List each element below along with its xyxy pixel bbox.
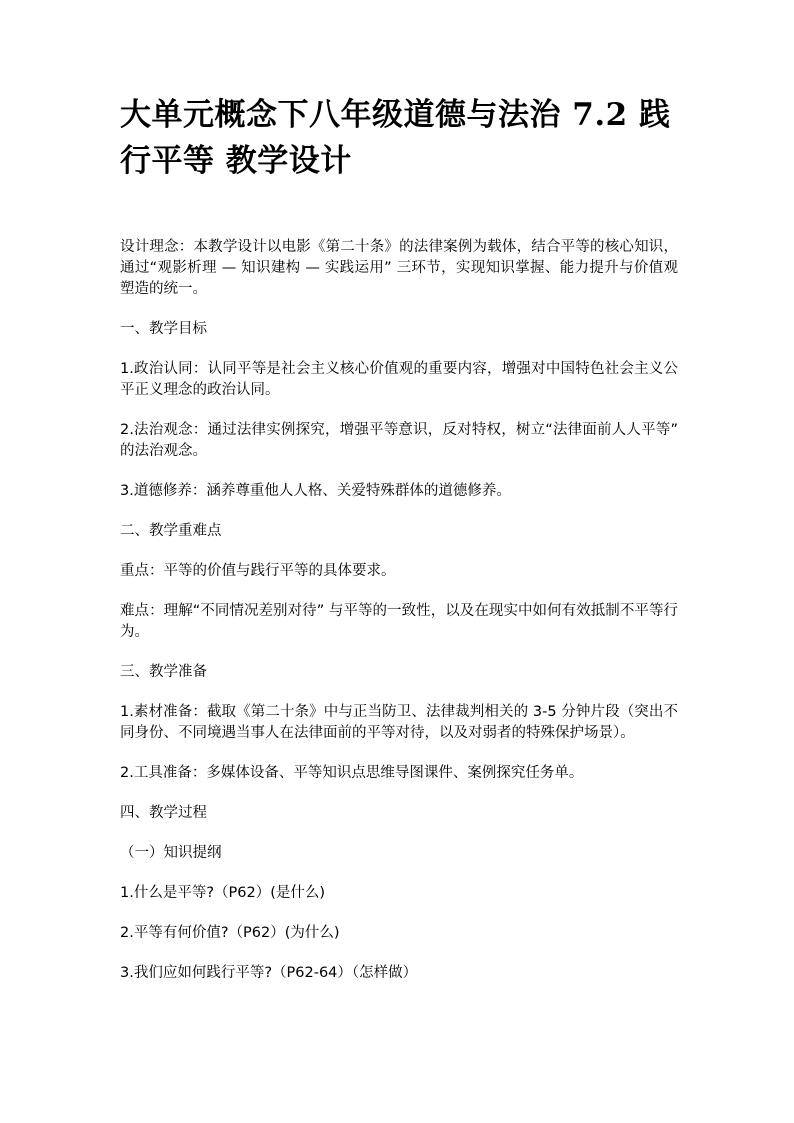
document-title: 大单元概念下八年级道德与法治 7.2 践行平等 教学设计 bbox=[120, 97, 671, 179]
difficulty-paragraph: 难点：理解“不同情况差别对待” 与平等的一致性，以及在现实中如何有效抵制不平等行为。 bbox=[120, 603, 678, 640]
objective-item-2: 2.法治观念：通过法律实例探究，增强平等意识，反对特权，树立“法律面前人人平等” 的法治观念。 bbox=[120, 422, 678, 459]
section-heading-key-points: 二、教学重难点 bbox=[120, 523, 222, 539]
outline-item-2: 2.平等有何价值?（P62）(为什么) bbox=[120, 925, 340, 941]
document-body bbox=[120, 237, 678, 1003]
outline-item-3: 3.我们应如何践行平等?（P62-64）（怎样做） bbox=[120, 965, 418, 981]
title-block bbox=[120, 92, 678, 184]
section-heading-preparation: 三、教学准备 bbox=[120, 664, 207, 680]
key-point-paragraph: 重点：平等的价值与践行平等的具体要求。 bbox=[120, 563, 396, 579]
outline-item-1: 1.什么是平等?（P62）(是什么) bbox=[120, 885, 326, 901]
design-concept-paragraph: 设计理念：本教学设计以电影《第二十条》的法律案例为载体，结合平等的核心知识，通过“观影析理 — 知识建构 — 实践运用” 三环节，实现知识掌握、能力提升与价值观塑造的统一。 bbox=[120, 239, 678, 297]
section-heading-objectives: 一、教学目标 bbox=[120, 321, 207, 337]
preparation-item-2: 2.工具准备：多媒体设备、平等知识点思维导图课件、案例探究任务单。 bbox=[120, 765, 584, 781]
section-heading-process: 四、教学过程 bbox=[120, 805, 207, 821]
subsection-heading-outline: （一）知识提纲 bbox=[120, 845, 222, 861]
objective-item-3: 3.道德修养：涵养尊重他人人格、关爱特殊群体的道德修养。 bbox=[120, 483, 511, 499]
objective-item-1: 1.政治认同：认同平等是社会主义核心价值观的重要内容，增强对中国特色社会主义公平正义理念的政治认同。 bbox=[120, 361, 678, 398]
preparation-item-1: 1.素材准备：截取《第二十条》中与正当防卫、法律裁判相关的 3-5 分钟片段（突出不同身份、不同境遇当事人在法律面前的平等对待，以及对弱者的特殊保护场景）。 bbox=[120, 704, 678, 741]
